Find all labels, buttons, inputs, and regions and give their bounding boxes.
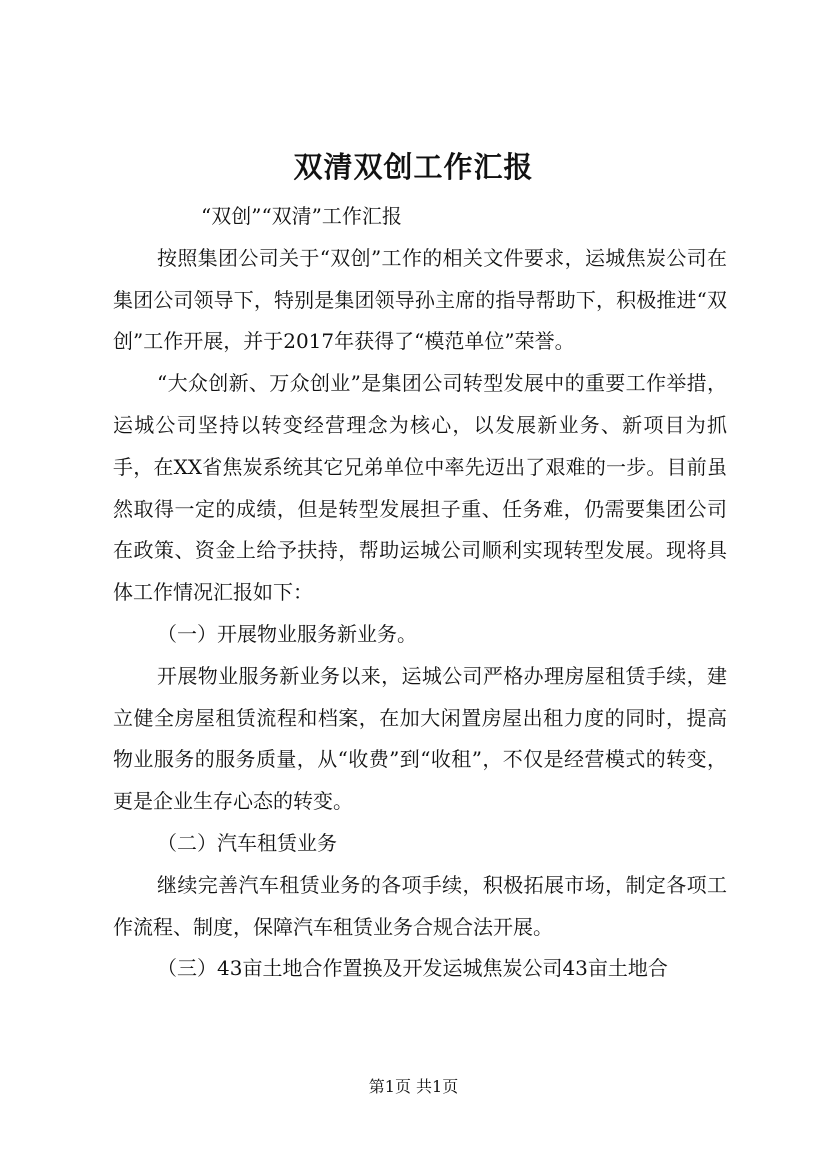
intro-paragraph: 按照集团公司关于“双创”工作的相关文件要求，运城焦炭公司在集团公司领导下，特别是集团领导孙主席的指导帮助下，积极推进“双创”工作开展，并于2017年获得了“模范单位”荣誉。: [113, 245, 727, 354]
section-heading-1: （一）开展物业服务新业务。: [157, 621, 417, 646]
document-title: 双清双创工作汇报: [293, 150, 534, 184]
section-1-paragraph: 开展物业服务新业务以来，运城公司严格办理房屋租赁手续，建立健全房屋租赁流程和档案，在加大闲置房屋出租力度的同时，提高物业服务的服务质量，从“收费”到“收租”，不仅是经营模式的转变，更是企业生存心态的转变。: [113, 663, 727, 814]
background-paragraph: “大众创新、万众创业”是集团公司转型发展中的重要工作举措，运城公司坚持以转变经营理念为核心，以发展新业务、新项目为抓手，在XX省焦炭系统其它兄弟单位中率先迈出了艰难的一步。目前虽然取得一定的成绩，但是转型发展担子重、任务难，仍需要集团公司在政策、资金上给予扶持，帮助运城公司顺利实现转型发展。现将具体工作情况汇报如下：: [113, 371, 727, 605]
subtitle-paragraph: “双创”“双清”工作汇报: [201, 204, 402, 228]
document-body: [113, 196, 727, 990]
section-heading-2: （二）汽车租赁业务: [157, 830, 337, 855]
section-heading-3: （三）43亩土地合作置换及开发运城焦炭公司43亩土地合: [157, 956, 668, 981]
section-2-paragraph: 继续完善汽车租赁业务的各项手续，积极拓展市场，制定各项工作流程、制度，保障汽车租赁业务合规合法开展。: [113, 872, 727, 939]
page-footer: 第1页 共1页: [368, 1077, 459, 1096]
